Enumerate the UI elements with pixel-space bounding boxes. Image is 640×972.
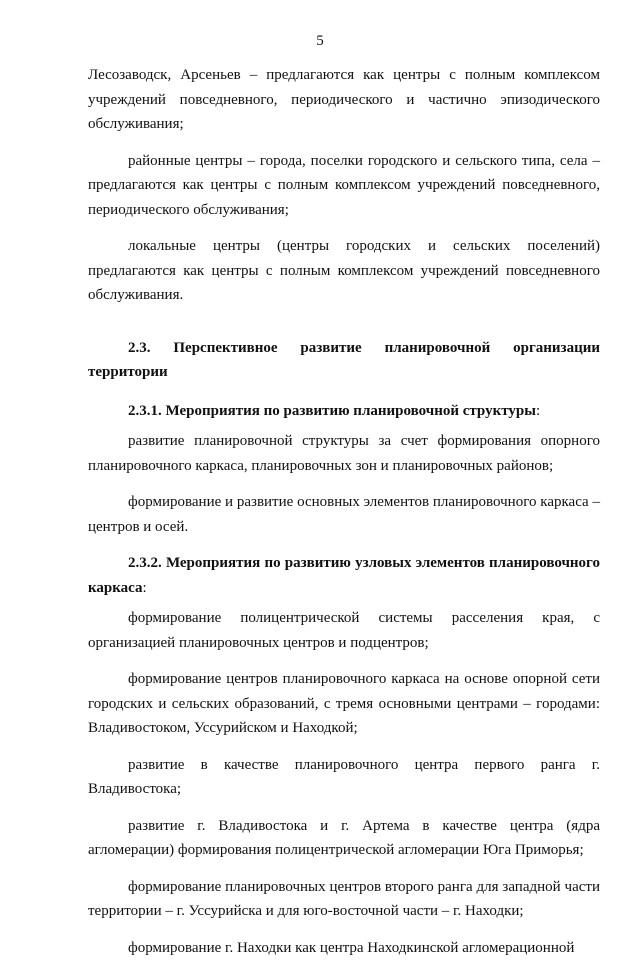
list-item: развитие г. Владивостока и г. Артема в качестве центра (ядра агломерации) формирования полицентрической агломерации Юга Приморья;	[88, 817, 600, 858]
subsection-heading-2-3-1-text: 2.3.1. Мероприятия по развитию планировочной структуры	[128, 402, 536, 419]
list-item: развитие планировочной структуры за счет формирования опорного планировочного каркаса, планировочных зон и планировочных районов;	[88, 433, 600, 474]
section-heading-2-3: 2.3. Перспективное развитие планировочной организации территории	[88, 339, 600, 380]
paragraph-local-centers: локальные центры (центры городских и сельских поселений) предлагаются как центры с полным комплексом учреждений повседневного обслуживания.	[88, 238, 600, 303]
list-item: формирование центров планировочного каркаса на основе опорной сети городских и сельских образований, с тремя основными центрами – городами: Владивостоком, Уссурийском и Находкой;	[88, 671, 600, 736]
list-item: формирование полицентрической системы расселения края, с организацией планировочных центров и подцентров;	[88, 610, 600, 651]
paragraph-continuation: Лесозаводск, Арсеньев – предлагаются как центры с полным комплексом учреждений повседневного, периодического и частично эпизодического обслуживания;	[88, 67, 600, 132]
page-content	[88, 63, 600, 972]
list-item: формирование г. Находки как центра Находкинской агломерационной	[128, 939, 575, 956]
subsection-heading-2-3-2	[88, 551, 600, 600]
subsection-heading-2-3-1	[88, 399, 600, 424]
paragraph-district-centers: районные центры – города, поселки городского и сельского типа, села – предлагаются как центры с полным комплексом учреждений повседневного, периодического обслуживания;	[88, 152, 600, 218]
list-item: развитие в качестве планировочного центра первого ранга г. Владивостока;	[88, 756, 600, 797]
subsection-heading-2-3-2-text: 2.3.2. Мероприятия по развитию узловых элементов планировочного каркаса	[88, 555, 600, 596]
list-item: формирование планировочных центров второго ранга для западной части территории – г. Уссурийска и для юго-восточной части – г. Находки;	[88, 878, 600, 919]
list-item: формирование и развитие основных элементов планировочного каркаса – центров и осей.	[88, 494, 600, 535]
page-number: 5	[316, 33, 324, 49]
subsection-heading-2-3-2-suffix: :	[142, 579, 147, 596]
subsection-heading-2-3-1-suffix: :	[535, 402, 541, 419]
